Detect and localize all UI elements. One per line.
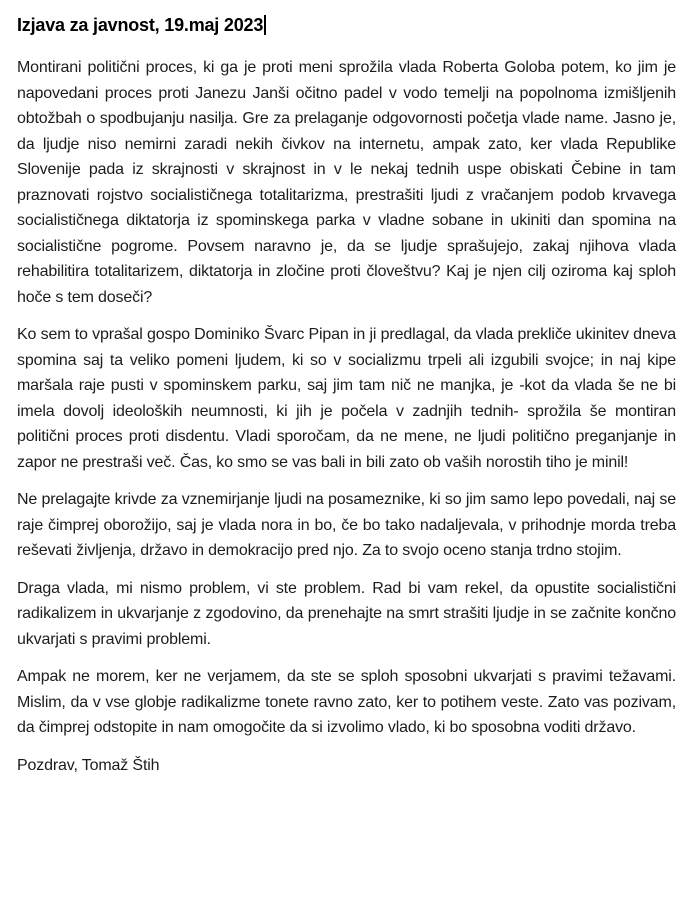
- text-cursor: [264, 15, 266, 35]
- signature-line[interactable]: Pozdrav, Tomaž Štih: [17, 756, 160, 774]
- paragraph-2[interactable]: Ko sem to vprašal gospo Dominiko Švarc Pipan in ji predlagal, da vlada prekliče ukinitev dneva spomina saj ta veliko pomeni ljudem, ki so v socializmu trpeli ali izgubili svojce; in naj kipe maršala raje pusti v spominskem parku, saj jim tam nič ne manjka, je -kot da vlada še ne bi imela dovolj ideoloških neumnosti, ki jih je počela v zadnjih tednih- sprožila še montiran politični proces proti disdentu. Vladi sporočam, da ne mene, ne ljudi politično preganjanje in zapor ne prestraši več. Čas, ko smo se vas bali in bili zato ob vaših norostih tiho je minil!: [17, 326, 676, 471]
- document-title-text: Izjava za javnost, 19.maj 2023: [17, 15, 264, 35]
- paragraph-1[interactable]: Montirani politični proces, ki ga je proti meni sprožila vlada Roberta Goloba potem, ko jim je napovedani proces proti Janezu Janši očitno padel v vodo temelji na popolnoma izmišljenih obtožbah o spodbujanju nasilja. Gre za prelaganje odgovornosti početja vlade name. Jasno je, da ljudje niso nemirni zaradi nekih čivkov na internetu, ampak zato, ker vlada Republike Slovenije pada iz skrajnosti v skrajnost in v le nekaj tednih uspe obiskati Čebine in tam praznovati rojstvo socialističnega totalitarizma, prestrašiti ljudi z vračanjem podob krvavega socialističnega diktatorja iz spominskega parka v vladne sobane in ukiniti dan spomina na socialistične pogrome. Povsem naravno je, da se ljudje sprašujejo, zakaj njihova vlada rehabilitira totalitarizem, diktatorja in zločine proti človeštvu? Kaj je njen cilj oziroma kaj sploh hoče s tem doseči?: [17, 59, 676, 306]
- paragraph-4[interactable]: Draga vlada, mi nismo problem, vi ste problem. Rad bi vam rekel, da opustite socialistični radikalizem in ukvarjanje z zgodovino, da prenehajte na smrt strašiti ljudje in se začnite končno ukvarjati s pravimi problemi.: [17, 579, 676, 648]
- document-title[interactable]: [17, 12, 676, 38]
- paragraph-3[interactable]: Ne prelagajte krivde za vznemirjanje ljudi na posameznike, ki so jim samo lepo povedali, naj se raje čimprej oborožijo, saj je vlada nora in bo, če bo tako nadaljevala, v prihodnje morda treba reševati življenja, državo in demokracijo pred njo. Za to svojo oceno stanja trdno stojim.: [17, 491, 676, 559]
- paragraph-5[interactable]: Ampak ne morem, ker ne verjamem, da ste se sploh sposobni ukvarjati s pravimi težavami. Mislim, da v vse globje radikalizme tonete ravno zato, ker to potihem veste. Zato vas pozivam, da čimprej odstopite in nam omogočite da si izvolimo vlado, ki bo sposobna voditi državo.: [17, 668, 676, 736]
